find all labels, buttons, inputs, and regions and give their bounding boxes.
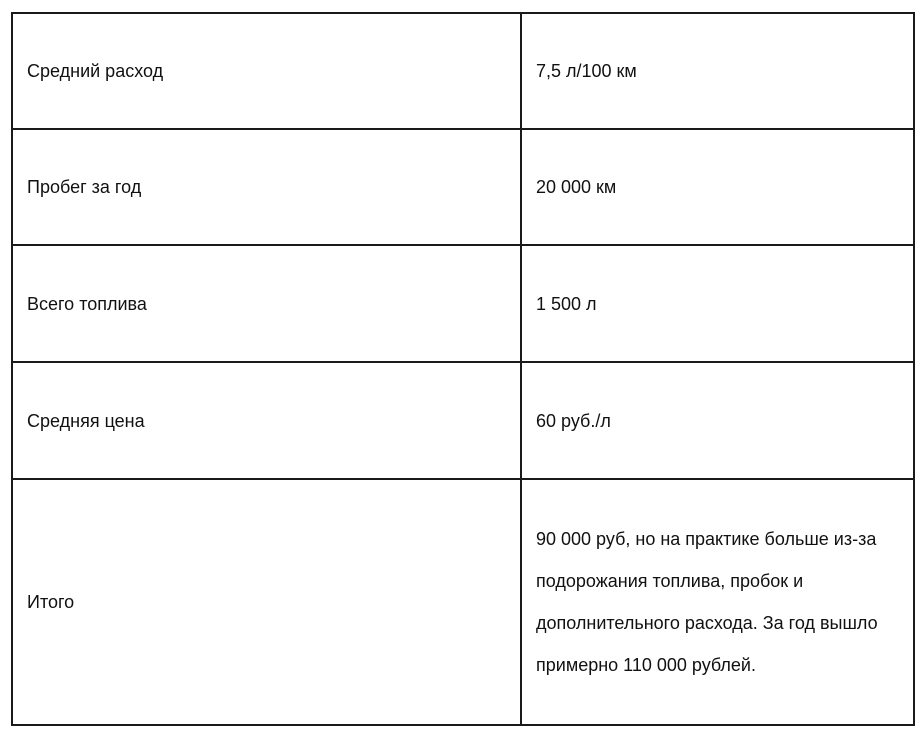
row-label: Средняя цена [12, 362, 521, 479]
table-row [12, 129, 914, 245]
row-label: Всего топлива [12, 245, 521, 362]
row-value: 7,5 л/100 км [521, 13, 914, 129]
table-row [12, 245, 914, 362]
row-value-total [521, 479, 914, 725]
table-row [12, 362, 914, 479]
row-label: Итого [12, 479, 521, 725]
table-row [12, 13, 914, 129]
row-value: 1 500 л [521, 245, 914, 362]
row-label: Пробег за год [12, 129, 521, 245]
total-description: 90 000 руб, но на практике больше из-за подорожания топлива, пробок и дополнительного расхода. За год вышло примерно 110 000 рублей. [536, 529, 878, 675]
row-value: 60 руб./л [521, 362, 914, 479]
row-value: 20 000 км [521, 129, 914, 245]
fuel-cost-table [11, 12, 915, 726]
table-row [12, 479, 914, 725]
row-label: Средний расход [12, 13, 521, 129]
